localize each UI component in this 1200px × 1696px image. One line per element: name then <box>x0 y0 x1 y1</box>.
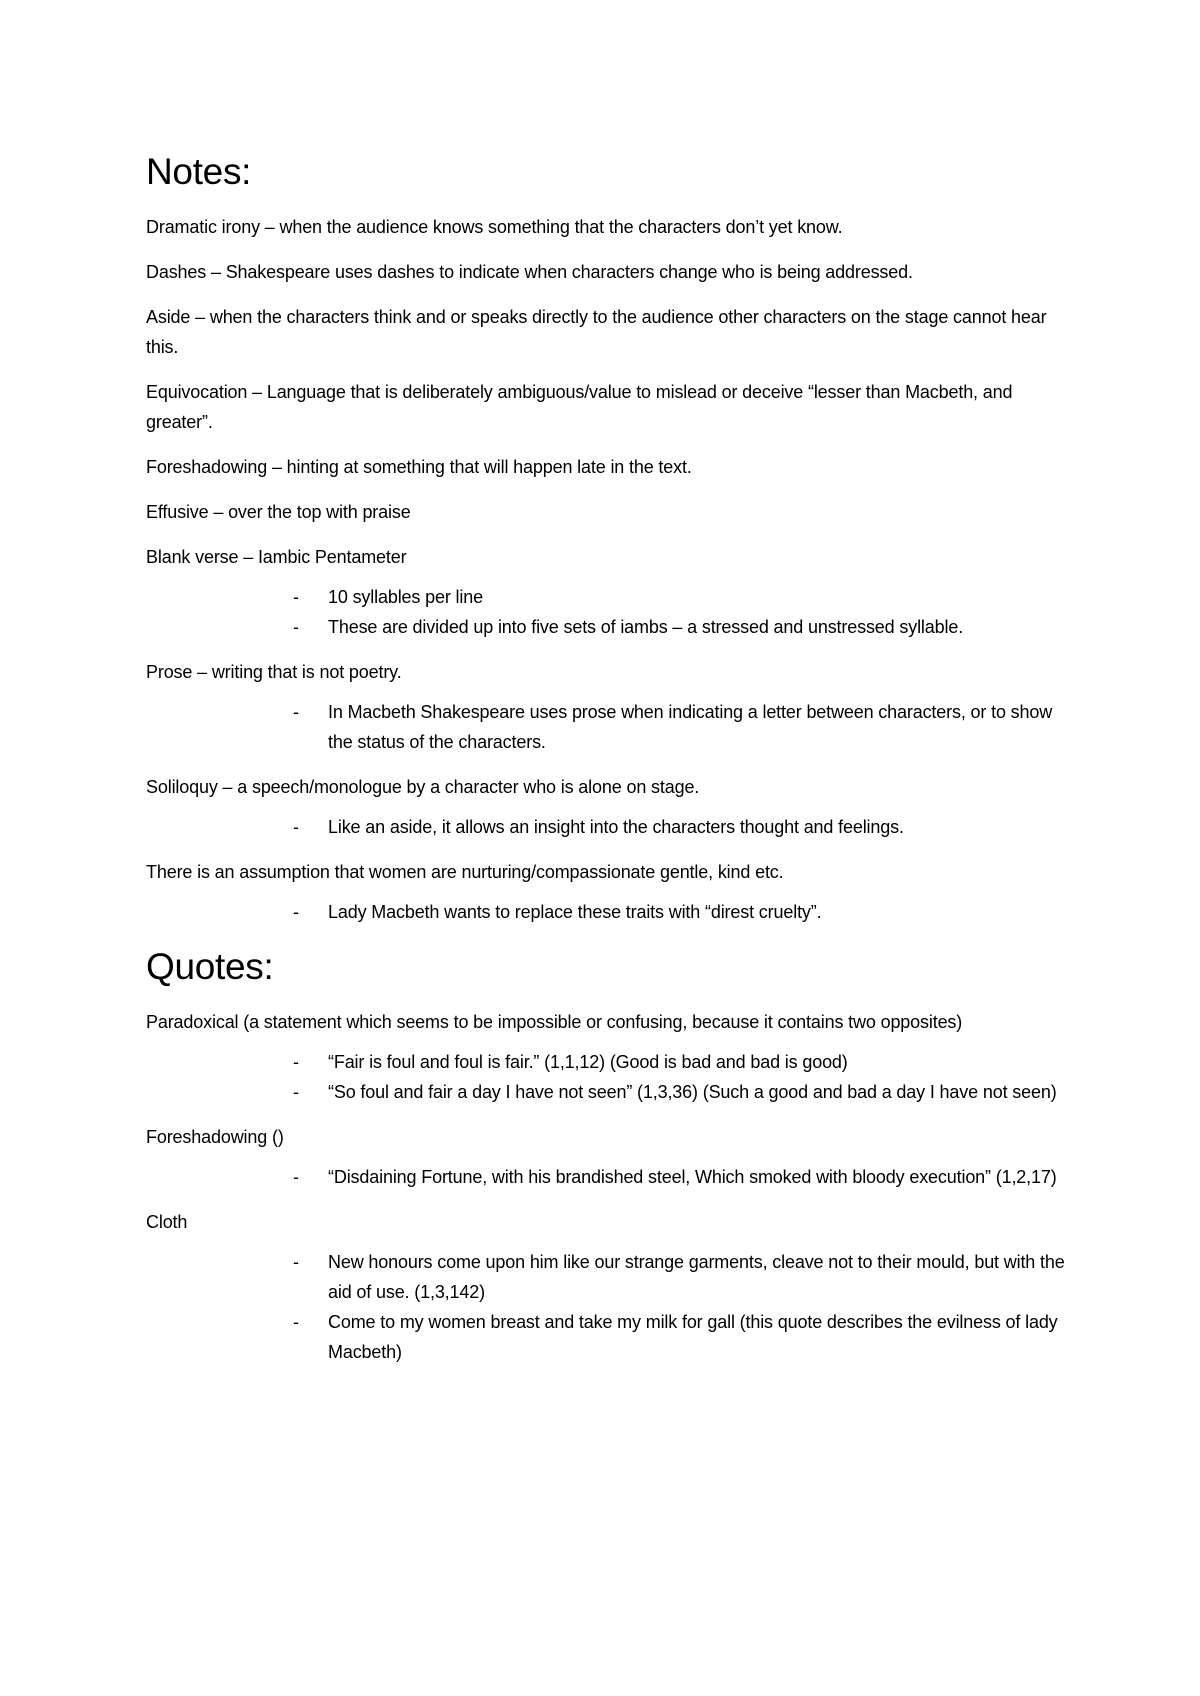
notes-heading: Notes: <box>146 151 252 192</box>
soliloquy-list <box>146 812 1076 842</box>
list-item: - Come to my women breast and take my milk for gall (this quote describes the evilness of lady Macbeth) <box>293 1312 1058 1362</box>
quote-paradoxical: Paradoxical (a statement which seems to be impossible or confusing, because it contains two opposites) <box>146 1012 963 1032</box>
note-dramatic-irony: Dramatic irony – when the audience knows something that the characters don’t yet know. <box>146 217 843 237</box>
assumption-list <box>146 897 1076 927</box>
note-effusive: Effusive – over the top with praise <box>146 502 411 522</box>
blank-verse-list <box>146 582 1076 642</box>
note-prose: Prose – writing that is not poetry. <box>146 662 402 682</box>
note-foreshadowing: Foreshadowing – hinting at something that will happen late in the text. <box>146 457 692 477</box>
quote-cloth: Cloth <box>146 1212 188 1232</box>
prose-list <box>146 697 1076 757</box>
list-item: - “Disdaining Fortune, with his brandished steel, Which smoked with bloody execution” (1,2,17) <box>293 1167 1057 1187</box>
list-item: - These are divided up into five sets of iambs – a stressed and unstressed syllable. <box>293 617 964 637</box>
quotes-heading: Quotes: <box>146 946 274 987</box>
foreshadowing-list <box>146 1162 1076 1192</box>
note-assumption: There is an assumption that women are nurturing/compassionate gentle, kind etc. <box>146 862 784 882</box>
list-item: - Like an aside, it allows an insight into the characters thought and feelings. <box>293 817 904 837</box>
document-page <box>146 0 1076 1382</box>
note-dashes: Dashes – Shakespeare uses dashes to indicate when characters change who is being addressed. <box>146 262 913 282</box>
list-item: - In Macbeth Shakespeare uses prose when indicating a letter between characters, or to show the status of the characters. <box>293 702 1053 752</box>
list-item: - Lady Macbeth wants to replace these traits with “direst cruelty”. <box>293 902 822 922</box>
note-soliloquy: Soliloquy – a speech/monologue by a character who is alone on stage. <box>146 777 700 797</box>
cloth-list <box>146 1247 1076 1367</box>
note-blank-verse: Blank verse – Iambic Pentameter <box>146 547 407 567</box>
list-item: - “Fair is foul and foul is fair.” (1,1,12) (Good is bad and bad is good) <box>293 1052 848 1072</box>
list-item: - “So foul and fair a day I have not seen” (1,3,36) (Such a good and bad a day I have not seen) <box>293 1082 1057 1102</box>
quote-foreshadowing: Foreshadowing () <box>146 1127 284 1147</box>
note-aside: Aside – when the characters think and or speaks directly to the audience other characters on the stage cannot hear this. <box>146 307 1047 357</box>
list-item: - 10 syllables per line <box>293 587 483 607</box>
list-item: - New honours come upon him like our strange garments, cleave not to their mould, but with the aid of use. (1,3,142) <box>293 1252 1065 1302</box>
note-equivocation: Equivocation – Language that is deliberately ambiguous/value to mislead or deceive “lesser than Macbeth, and greater”. <box>146 382 1013 432</box>
paradoxical-list <box>146 1047 1076 1107</box>
